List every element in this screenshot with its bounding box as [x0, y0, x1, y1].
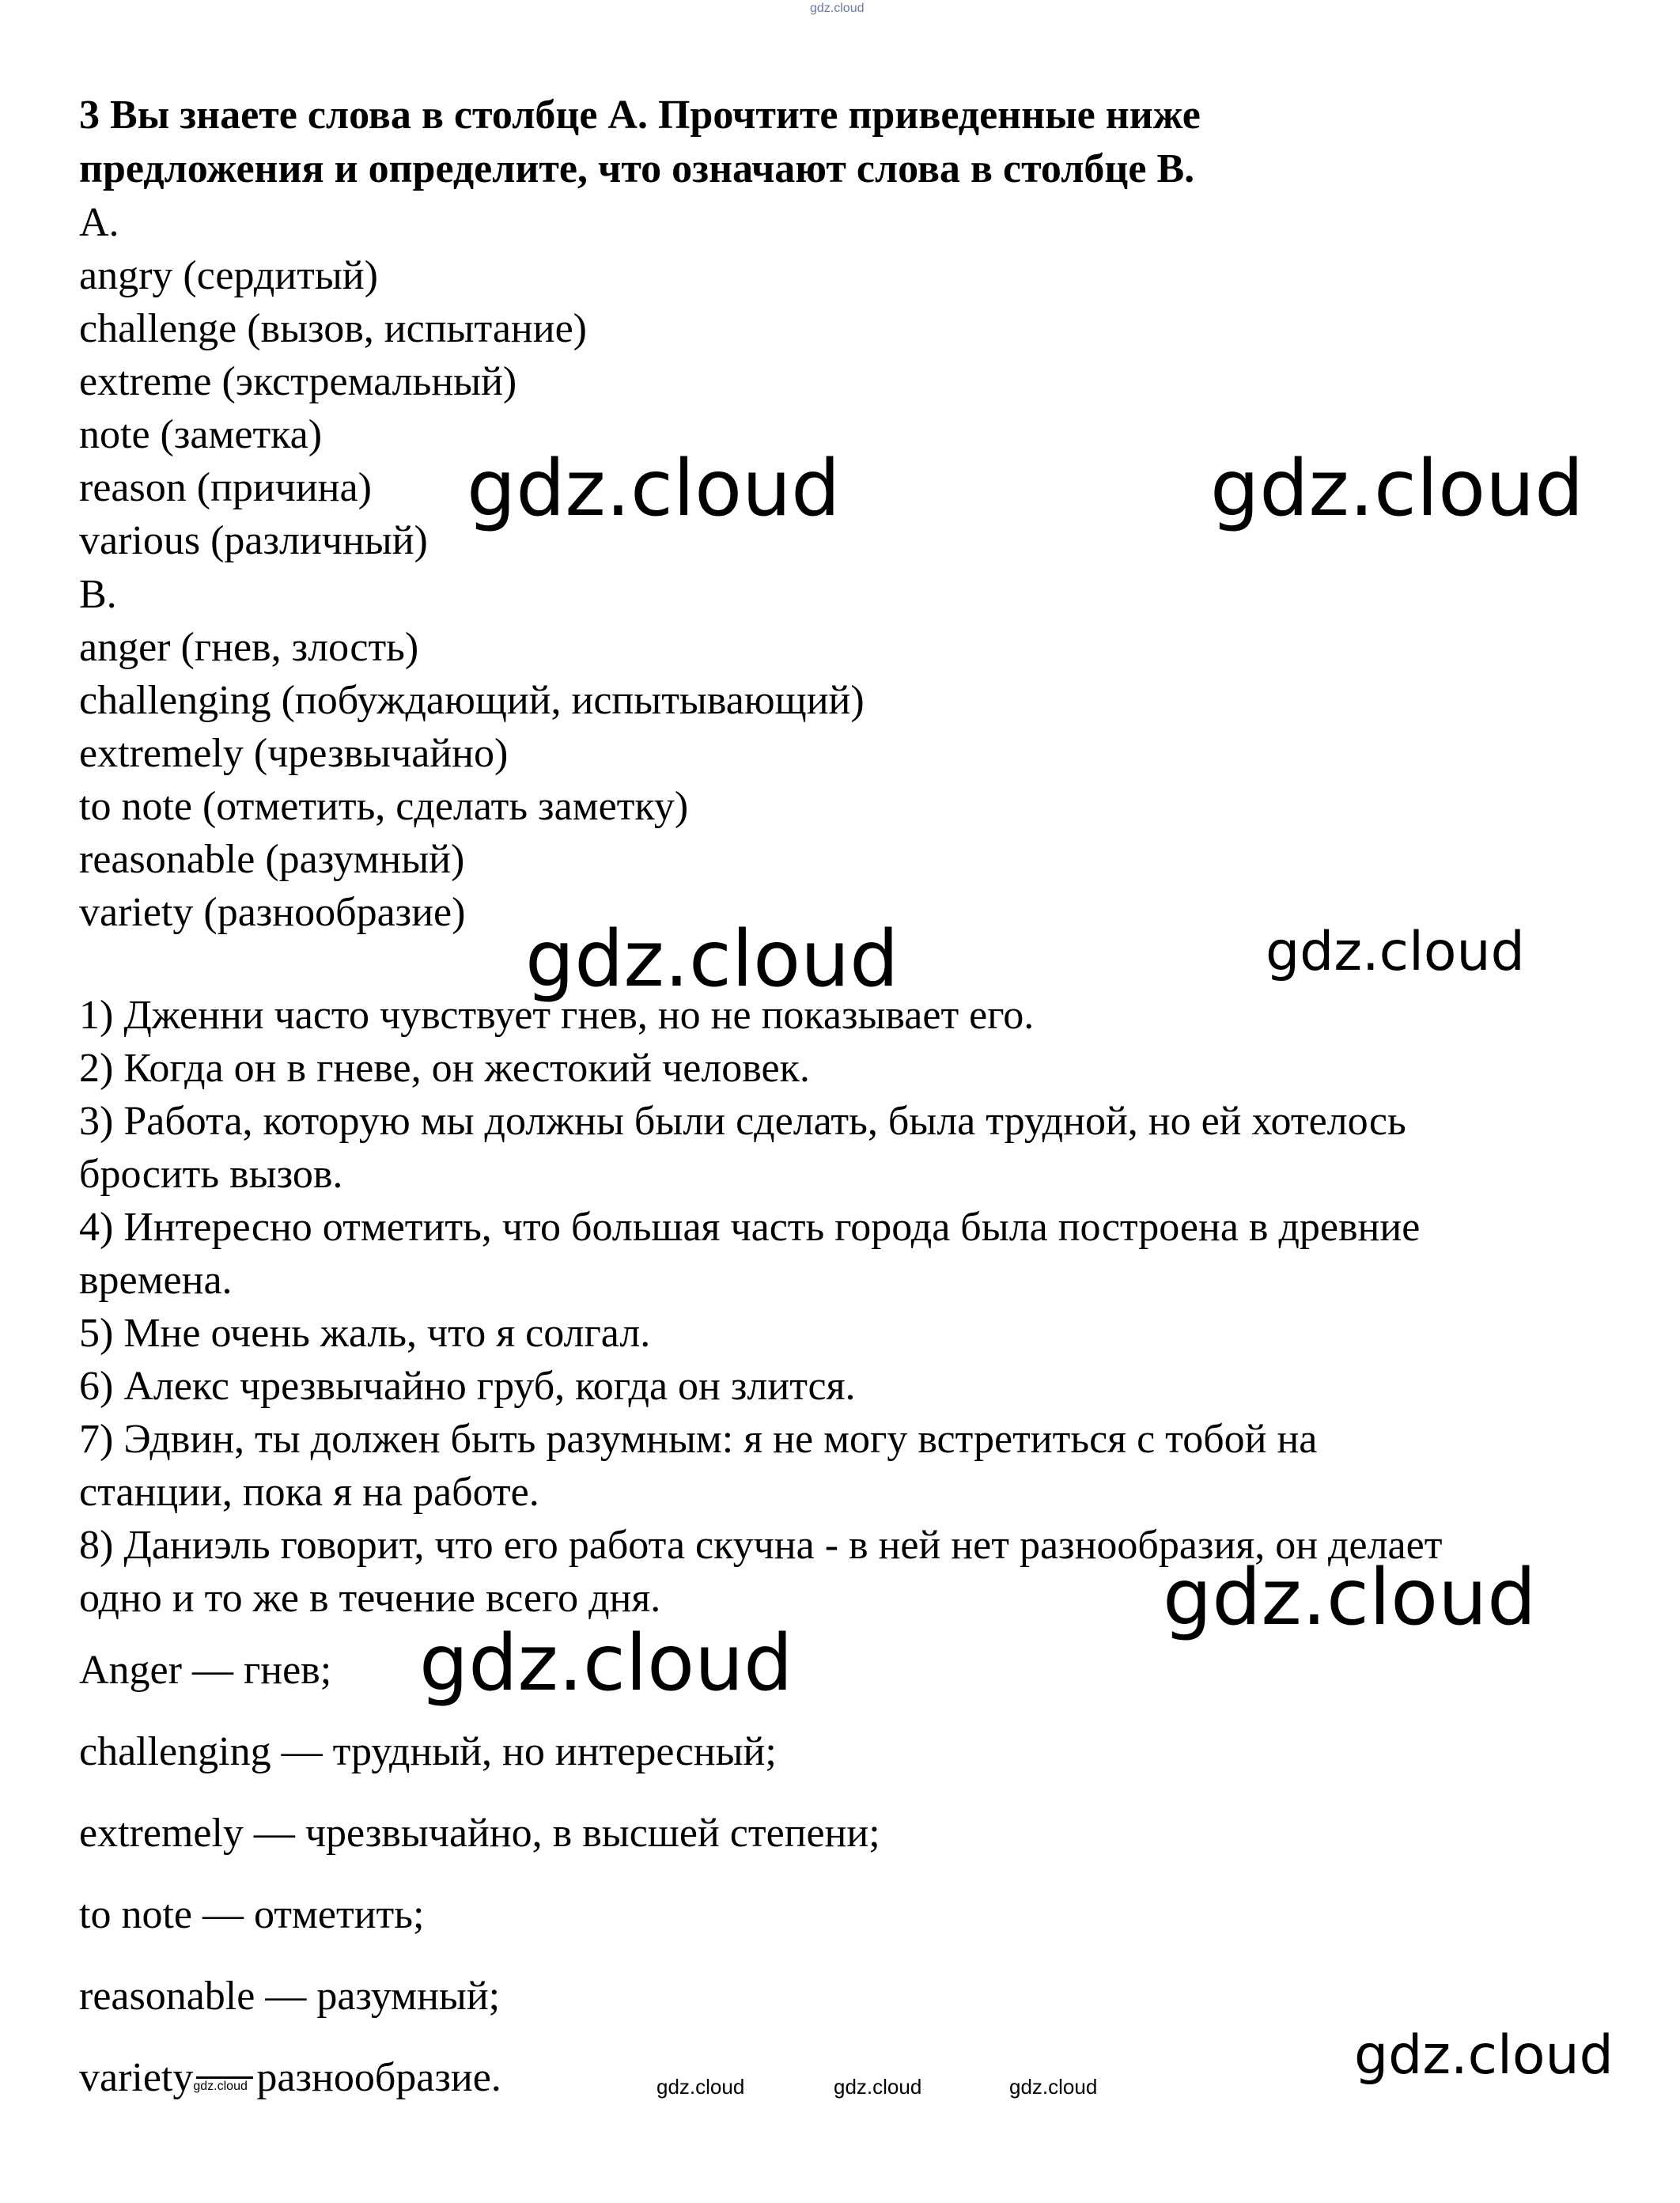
watermark: gdz.cloud: [834, 2075, 922, 2099]
column-b-list: [79, 568, 1661, 939]
column-b-item: reasonable (разумный): [79, 837, 465, 882]
watermark: gdz.cloud: [1210, 444, 1584, 534]
watermark: gdz.cloud: [525, 914, 899, 1005]
column-a-item: challenge (вызов, испытание): [79, 306, 587, 351]
em-dash: [196, 2076, 253, 2079]
answer-line-last: [79, 2051, 501, 2104]
watermark: gdz.cloud: [1354, 2024, 1614, 2087]
column-a-item: reason (причина): [79, 465, 372, 510]
sentence-line: 3) Работа, которую мы должны были сделать, была трудной, но ей хотелось: [79, 1099, 1406, 1144]
sentence-line: 5) Мне очень жаль, что я солгал.: [79, 1311, 651, 1356]
sentence-line: 1) Дженни часто чувствует гнев, но не показывает его.: [79, 993, 1035, 1038]
sentence-line: одно и то же в течение всего дня.: [79, 1576, 661, 1621]
sentences-list: [79, 989, 1661, 1625]
sentence-line: 4) Интересно отметить, что большая часть города была построена в древние: [79, 1205, 1421, 1250]
column-a-item: note (заметка): [79, 412, 323, 457]
answer-line: challenging — трудный, но интересный;: [79, 1729, 777, 1774]
column-b-label: B.: [79, 572, 117, 617]
answer-line: to note — отметить;: [79, 1892, 425, 1937]
sentence-line: бросить вызов.: [79, 1152, 343, 1197]
watermark-inline: gdz.cloud: [193, 2080, 248, 2094]
column-a-item: various (различный): [79, 518, 428, 563]
column-a-item: extreme (экстремальный): [79, 359, 517, 404]
sentence-line: 2) Когда он в гневе, он жестокий человек.: [79, 1046, 810, 1091]
answer-line: extremely — чрезвычайно, в высшей степени;: [79, 1811, 880, 1856]
column-b-item: variety (разнообразие): [79, 890, 466, 935]
column-b-item: anger (гнев, злость): [79, 625, 419, 670]
sentence-line: 6) Алекс чрезвычайно груб, когда он злится.: [79, 1364, 856, 1409]
heading-line-1: 3 Вы знаете слова в столбце А. Прочтите приведенные ниже: [79, 93, 1201, 138]
answer-line: reasonable — разумный;: [79, 1974, 501, 2019]
watermark: gdz.cloud: [1009, 2075, 1098, 2099]
answer-line: Anger — гнев;: [79, 1648, 332, 1693]
heading-line-2: предложения и определите, что означают слова в столбце B.: [79, 146, 1195, 191]
watermark: gdz.cloud: [1163, 1553, 1537, 1643]
column-a-label: A.: [79, 200, 119, 245]
exercise-heading: [79, 89, 1621, 196]
watermark: gdz.cloud: [467, 444, 841, 534]
sentence-line: 8) Даниэль говорит, что его работа скучна - в ней нет разнообразия, он делает: [79, 1523, 1443, 1568]
watermark-top: gdz.cloud: [810, 2, 865, 15]
sentence-line: 7) Эдвин, ты должен быть разумным: я не могу встретиться с тобой на: [79, 1417, 1318, 1462]
dash-with-watermark: [193, 2065, 256, 2097]
watermark: gdz.cloud: [656, 2075, 745, 2099]
column-b-item: challenging (побуждающий, испытывающий): [79, 678, 865, 723]
last-answer-meaning: разнообразие.: [256, 2055, 501, 2100]
column-b-item: extremely (чрезвычайно): [79, 731, 509, 776]
column-b-item: to note (отметить, сделать заметку): [79, 784, 689, 829]
sentence-line: времена.: [79, 1258, 233, 1303]
watermark: gdz.cloud: [419, 1618, 793, 1709]
watermark: gdz.cloud: [1266, 921, 1525, 983]
sentence-line: станции, пока я на работе.: [79, 1470, 539, 1515]
last-answer-word: variety: [79, 2055, 194, 2100]
column-a-item: angry (сердитый): [79, 253, 378, 298]
